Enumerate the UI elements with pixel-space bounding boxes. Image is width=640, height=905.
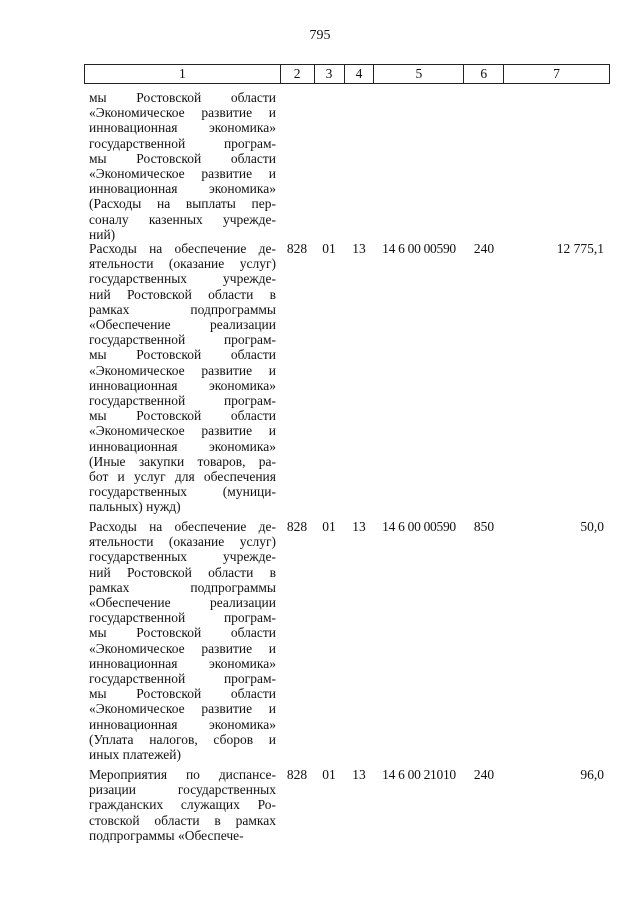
description-line: мы Ростовской области: [89, 625, 276, 641]
description-line: Расходы на обеспечение де-: [89, 519, 276, 534]
description-line: мы Ростовской области: [89, 686, 276, 702]
header-col-2: 2: [281, 65, 315, 83]
header-col-6: 6: [464, 65, 504, 83]
ministry-cell: 828: [286, 767, 308, 782]
description-line: государственной програм-: [89, 610, 276, 626]
description-line: мы Ростовской области: [89, 347, 276, 363]
description-line: «Экономическое развитие и: [89, 701, 276, 717]
target-article-cell: 14 6 00 00590: [382, 519, 456, 534]
description-line: «Экономическое развитие и: [89, 362, 276, 378]
table-row: [84, 767, 610, 843]
description-line: рамках подпрограммы: [89, 579, 276, 595]
section-cell: 01: [322, 241, 336, 256]
target-article-cell: 14 6 00 21010: [382, 767, 456, 782]
description-line: ний Ростовской области в: [89, 286, 276, 302]
amount-cell: 96,0: [580, 767, 604, 782]
description-line: инновационная экономика»: [89, 655, 276, 671]
description-line: ятельности (оказание услуг): [89, 534, 276, 550]
header-col-5: 5: [374, 65, 464, 83]
section-cell: [314, 90, 344, 242]
description-line: (Уплата налогов, сборов и: [89, 731, 276, 747]
table-row: [84, 519, 610, 762]
amount-cell: 50,0: [580, 519, 604, 534]
description-line: государственных учрежде-: [89, 549, 276, 565]
ministry-cell: [280, 90, 314, 242]
description-line: пальных) нужд): [89, 499, 181, 515]
row-description: [84, 767, 280, 843]
description-line: (Иные закупки товаров, ра-: [89, 453, 276, 469]
description-line: «Экономическое развитие и: [89, 640, 276, 656]
description-line: иных платежей): [89, 747, 182, 763]
page-number: 795: [309, 28, 331, 43]
description-line: инновационная экономика»: [89, 377, 276, 393]
amount-cell: 12 775,1: [556, 241, 604, 256]
row-description: [84, 241, 280, 515]
description-line: соналу казенных учрежде-: [89, 211, 276, 227]
description-line: мы Ростовской области: [89, 90, 276, 105]
description-line: подпрограммы «Обеспече-: [89, 827, 244, 843]
description-line: государственных (муници-: [89, 484, 276, 500]
ministry-cell: 828: [286, 241, 308, 256]
description-line: государственной програм-: [89, 393, 276, 409]
description-line: «Экономическое развитие и: [89, 166, 276, 182]
description-line: государственных учрежде-: [89, 271, 276, 287]
description-line: ний Ростовской области в: [89, 564, 276, 580]
description-line: бот и услуг для обеспечения: [89, 469, 276, 485]
description-line: (Расходы на выплаты пер-: [89, 196, 276, 212]
description-line: инновационная экономика»: [89, 716, 276, 732]
table-header-row: [84, 64, 610, 84]
row-description: [84, 519, 280, 762]
ministry-cell: 828: [286, 519, 308, 534]
header-col-7: 7: [504, 65, 610, 83]
description-line: Мероприятия по диспансе-: [89, 767, 276, 782]
section-cell: 01: [322, 519, 336, 534]
description-line: «Экономическое развитие и: [89, 105, 276, 121]
description-line: инновационная экономика»: [89, 438, 276, 454]
table-row: [84, 90, 610, 242]
description-line: ятельности (оказание услуг): [89, 256, 276, 272]
description-line: ризации государственных: [89, 782, 276, 798]
description-line: государственной програм-: [89, 332, 276, 348]
description-line: ний): [89, 226, 116, 242]
description-line: государственной програм-: [89, 671, 276, 687]
description-line: гражданских служащих Ро-: [89, 797, 276, 813]
description-line: «Экономическое развитие и: [89, 423, 276, 439]
header-col-3: 3: [315, 65, 345, 83]
description-line: государственной програм-: [89, 135, 276, 151]
description-line: «Обеспечение реализации: [89, 317, 276, 333]
amount-cell: [504, 90, 610, 242]
budget-table: [84, 64, 610, 843]
subsection-cell: 13: [352, 241, 366, 256]
target-article-cell: [374, 90, 464, 242]
subsection-cell: [344, 90, 374, 242]
description-line: мы Ростовской области: [89, 150, 276, 166]
subsection-cell: 13: [352, 519, 366, 534]
expense-type-cell: 850: [473, 519, 495, 534]
description-line: рамках подпрограммы: [89, 301, 276, 317]
table-row: [84, 241, 610, 515]
target-article-cell: 14 6 00 00590: [382, 241, 456, 256]
expense-type-cell: 240: [473, 241, 495, 256]
expense-type-cell: [464, 90, 504, 242]
header-col-4: 4: [345, 65, 375, 83]
description-line: инновационная экономика»: [89, 120, 276, 136]
subsection-cell: 13: [352, 767, 366, 782]
header-col-1: 1: [85, 65, 281, 83]
expense-type-cell: 240: [473, 767, 495, 782]
description-line: «Обеспечение реализации: [89, 595, 276, 611]
description-line: Расходы на обеспечение де-: [89, 241, 276, 256]
section-cell: 01: [322, 767, 336, 782]
description-line: стовской области в рамках: [89, 812, 276, 828]
description-line: мы Ростовской области: [89, 408, 276, 424]
row-description: [84, 90, 280, 242]
description-line: инновационная экономика»: [89, 181, 276, 197]
